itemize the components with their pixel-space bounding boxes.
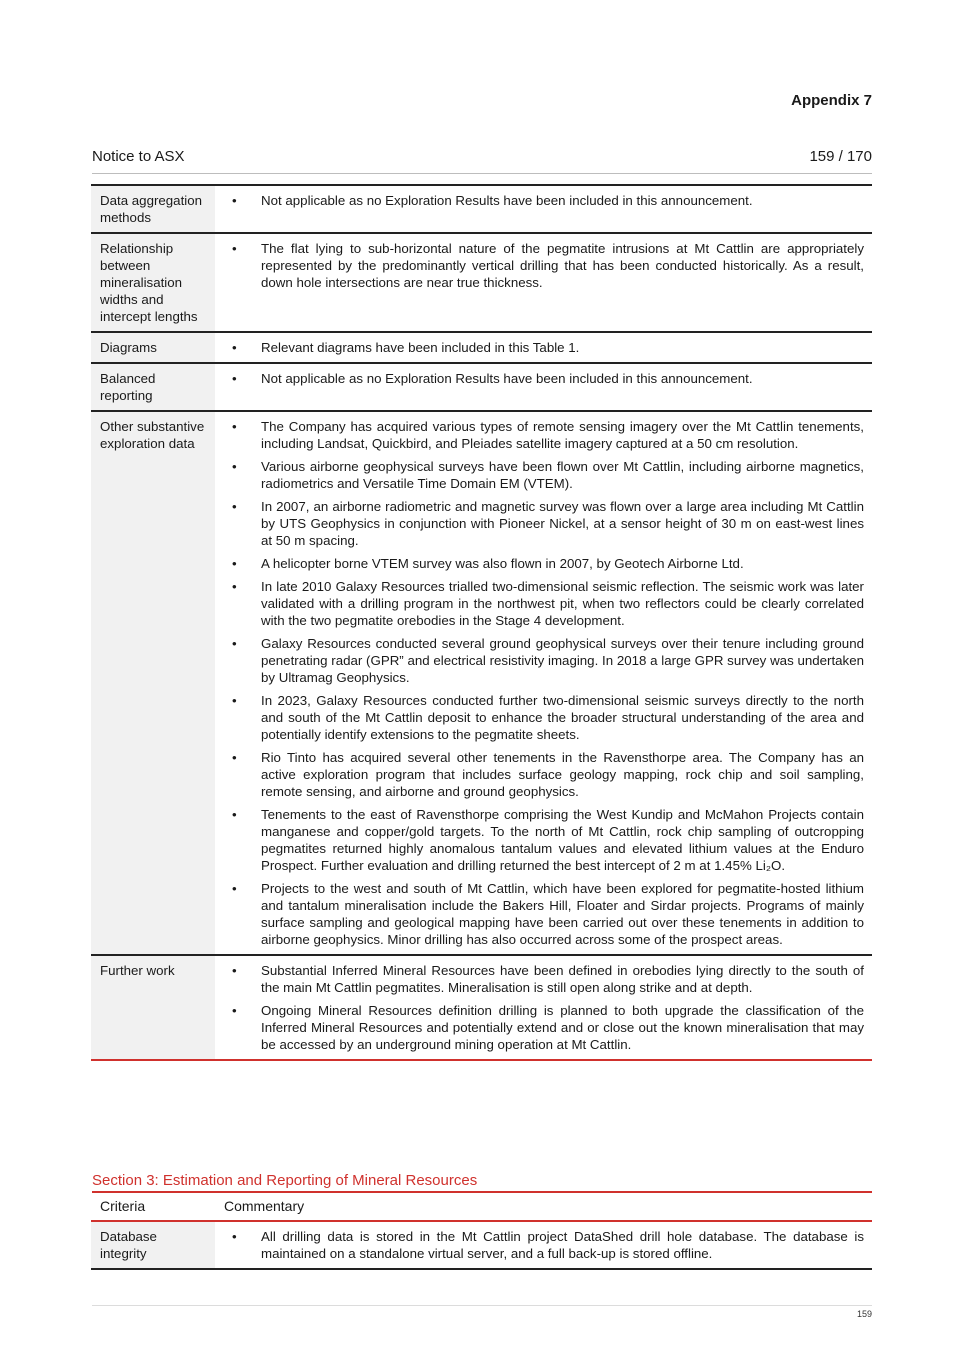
commentary-list <box>223 240 864 291</box>
commentary-cell <box>215 363 872 411</box>
commentary-bullet: • In 2007, an airborne radiometric and magnetic survey was flown over a large area including Mt Cattlin by UTS Geophysics in conjunction with Pioneer Nickel, at a sensor height of 30 m on east-west lines at 50 m spacing. <box>223 498 864 549</box>
commentary-cell <box>215 332 872 363</box>
criteria-cell: Data aggregation methods <box>91 185 215 233</box>
footer-rule <box>92 1305 872 1306</box>
commentary-bullet: • Tenements to the east of Ravensthorpe comprising the West Kundip and McMahon Projects contain manganese and copper/gold targets. To the north of Mt Cattlin, rock chip sampling of outcropping pegmatites returned highly anomalous tantalum values and elevated lithium values at the Enduro Prospect. Further evaluation and drilling returned the best intercept of 2 m at 1.45% Li₂O. <box>223 806 864 874</box>
commentary-list <box>223 339 864 356</box>
table-section-3 <box>91 1193 872 1270</box>
commentary-bullet: • The Company has acquired various types of remote sensing imagery over the Mt Cattlin tenements, including Landsat, Quickbird, and Pleiades satellite imagery captured at a 50 cm resolution. <box>223 418 864 452</box>
commentary-bullet: • Substantial Inferred Mineral Resources have been defined in orebodies lying directly to the south of the main Mt Cattlin pegmatites. Mineralisation is still open along strike and at depth. <box>223 962 864 996</box>
page-number: 159 <box>856 1309 872 1319</box>
commentary-list <box>223 1228 864 1262</box>
table-row <box>91 185 872 233</box>
commentary-bullet: • The flat lying to sub-horizontal nature of the pegmatite intrusions at Mt Cattlin are appropriately represented by the predominantly vertical drilling that has been conducted historically. As a result, down hole intersections are near true thickness. <box>223 240 864 291</box>
table-1-section-2 <box>91 184 872 1061</box>
commentary-cell <box>215 1221 872 1269</box>
appendix-label: Appendix 7 <box>791 92 872 109</box>
column-header-commentary: Commentary <box>224 1198 305 1214</box>
table-row <box>91 233 872 332</box>
commentary-list <box>223 192 864 209</box>
commentary-bullet: • All drilling data is stored in the Mt Cattlin project DataShed drill hole database. The database is maintained on a standalone virtual server, and a full back-up is stored offline. <box>223 1228 864 1262</box>
commentary-bullet: • Galaxy Resources conducted several ground geophysical surveys over their tenure including ground penetrating radar (GPR” and electrical resistivity imaging. In 2018 a large GPR survey was undertaken by Ultramag Geophysics. <box>223 635 864 686</box>
commentary-bullet: • Various airborne geophysical surveys have been flown over Mt Cattlin, including airborne magnetics, radiometrics and Versatile Time Domain EM (VTEM). <box>223 458 864 492</box>
table-section-3-body <box>91 1193 872 1269</box>
commentary-list <box>223 370 864 387</box>
commentary-bullet: • Relevant diagrams have been included in this Table 1. <box>223 339 864 356</box>
criteria-cell: Further work <box>91 955 215 1060</box>
table-header-row <box>91 1193 872 1221</box>
commentary-bullet: • A helicopter borne VTEM survey was also flown in 2007, by Geotech Airborne Ltd. <box>223 555 864 572</box>
page-header <box>92 148 872 174</box>
commentary-bullet: • Not applicable as no Exploration Results have been included in this announcement. <box>223 370 864 387</box>
commentary-bullet: • Not applicable as no Exploration Results have been included in this announcement. <box>223 192 864 209</box>
criteria-cell: Other substantive exploration data <box>91 411 215 955</box>
commentary-cell <box>215 233 872 332</box>
table-row <box>91 955 872 1060</box>
table-1-body <box>91 185 872 1060</box>
commentary-list <box>223 418 864 948</box>
table-row <box>91 411 872 955</box>
commentary-bullet: • Ongoing Mineral Resources definition drilling is planned to both upgrade the classification of the Inferred Mineral Resources and potentially extend and or close out the known mineralisation that may be accessed by an underground mining operation at Mt Cattlin. <box>223 1002 864 1053</box>
criteria-cell: Diagrams <box>91 332 215 363</box>
commentary-cell <box>215 955 872 1060</box>
commentary-bullet: • Projects to the west and south of Mt Cattlin, which have been explored for pegmatite-hosted lithium and tantalum mineralisation include the Bakers Hill, Floater and Sirdar projects. Programs of mainly surface sampling and geological mapping have been carried out over these tenements in addition to airborne geophysics. Minor drilling has also occurred across some of the prospect areas. <box>223 880 864 948</box>
criteria-cell: Database integrity <box>91 1221 215 1269</box>
section-3-title: Section 3: Estimation and Reporting of Mineral Resources <box>92 1172 872 1193</box>
criteria-cell: Relationship between mineralisation widths and intercept lengths <box>91 233 215 332</box>
header-title: Notice to ASX <box>92 148 185 165</box>
commentary-cell <box>215 185 872 233</box>
commentary-bullet: • In late 2010 Galaxy Resources trialled two-dimensional seismic reflection. The seismic work was later validated with a drilling program in the northwest pit, when two reflectors could be clearly correlated with the two pegmatite orebodies in the Stage 4 development. <box>223 578 864 629</box>
commentary-cell <box>215 411 872 955</box>
commentary-bullet: • Rio Tinto has acquired several other tenements in the Ravensthorpe area. The Company has an active exploration program that includes surface geology mapping, rock chip and soil sampling, remote sensing, and airborne and ground geophysics. <box>223 749 864 800</box>
table-row <box>91 1221 872 1269</box>
column-header-criteria: Criteria <box>91 1193 215 1221</box>
header-page-count: 159 / 170 <box>809 148 872 165</box>
table-row <box>91 363 872 411</box>
commentary-bullet: • In 2023, Galaxy Resources conducted further two-dimensional seismic surveys directly to the north and south of the Mt Cattlin deposit to enhance the broader structural understanding of the area and potentially identify extensions to the pegmatite sheets. <box>223 692 864 743</box>
commentary-list <box>223 962 864 1053</box>
table-row <box>91 332 872 363</box>
criteria-cell: Balanced reporting <box>91 363 215 411</box>
